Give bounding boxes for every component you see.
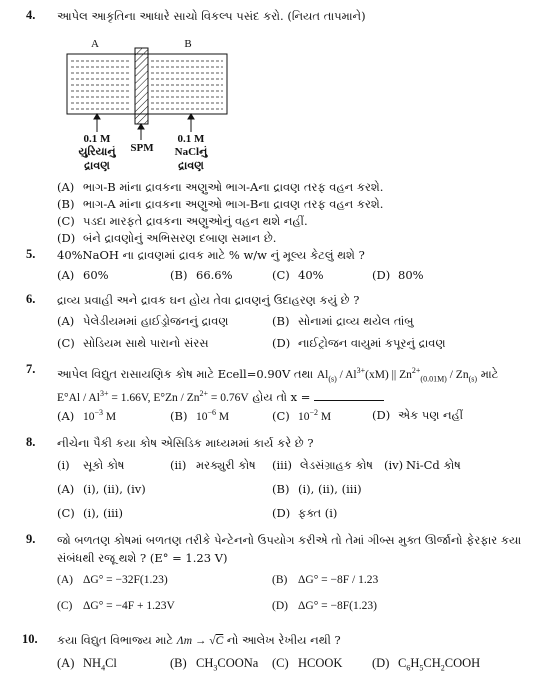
option-c[interactable]: (C) 40% <box>272 268 324 282</box>
option-c[interactable]: (C) સોડિયમ સાથે પારાનો સંરસ <box>57 336 209 350</box>
item-iv: (iv) Ni-Cd કોષ <box>384 458 461 472</box>
option-d[interactable]: (D) નાઈટ્રોજન વાયુમાં કપૂરનું દ્રાવણ <box>272 336 446 350</box>
left-solution: દ્રાવણ <box>84 160 110 172</box>
item-iii: (iii) લેડસંગ્રાહક કોષ <box>272 458 373 472</box>
option-a[interactable]: (A) $10^{-3}$ M <box>57 408 117 423</box>
right-concentration: 0.1 M <box>177 133 205 145</box>
question-text: 40%NaOH ના દ્રાવણમાં દ્રાવક માટે % w/w નું મૂલ્ય કેટલું થશે ? <box>57 248 365 262</box>
option-b[interactable]: (B) સોનામાં દ્રાવ્ય થયેલ તાંબુ <box>272 314 414 328</box>
membrane <box>135 48 148 124</box>
question-number: 8. <box>26 435 36 449</box>
question-text-end: માટે <box>480 366 499 381</box>
formula: Λm → √C <box>176 635 224 647</box>
option-d[interactable]: (D) 80% <box>372 268 424 282</box>
option-c[interactable]: (C) પડદા મારફતે દ્રાવકના અણુઓનું વહન થશે નહીં. <box>57 214 308 228</box>
question-text-end: હોય તો x = <box>252 389 311 404</box>
label-a: A <box>91 38 99 50</box>
option-a[interactable]: (A) 60% <box>57 268 109 282</box>
membrane-label: SPM <box>130 142 154 154</box>
question-text-end: નો આલેખ રેખીય નથી ? <box>226 633 341 647</box>
question-text: નીચેના પૈકી કયા કોષ એસિડિક માધ્યમમાં કાર્ય કરે છે ? <box>57 436 314 450</box>
question-text: કયા વિદ્યુત વિભાજ્ય માટે <box>57 633 174 647</box>
question-text: દ્રાવ્ય પ્રવાહી અને દ્રાવક ઘન હોય તેવા દ્રાવણનું ઉદાહરણ કયું છે ? <box>57 293 360 307</box>
option-b[interactable]: (B) ભાગ-A માંના દ્રાવકના અણુઓ ભાગ-Bના દ્રાવણ તરફ વહન કરશે. <box>57 197 384 211</box>
option-d[interactable]: (D) ફક્ત (i) <box>272 506 338 520</box>
right-solute: NaClનું <box>174 146 208 158</box>
option-a[interactable]: (A) (i), (ii), (iv) <box>57 482 146 496</box>
option-b[interactable]: (B) $CH_3COONa$ <box>170 656 259 673</box>
question-text: જો બળતણ કોષમાં બળતણ તરીકે પેન્ટેનનો ઉપયોગ કરીએ તો તેમાં ગીબ્સ મુક્ત ઊર્જાનો ફેરફાર કયા <box>57 533 522 547</box>
option-b[interactable]: (B) ΔG° = −8F / 1.23 <box>272 574 379 586</box>
question-text-2: સંબંધથી રજૂ થશે ? (E° = 1.23 V) <box>57 551 228 565</box>
option-b[interactable]: (B) (i), (ii), (iii) <box>272 482 362 496</box>
item-ii: (ii) મરક્યુરી કોષ <box>170 458 256 472</box>
option-a[interactable]: (A) ભાગ-B માંના દ્રાવકના અણુઓ ભાગ-Aના દ્રાવણ તરફ વહન કરશે. <box>57 180 384 194</box>
question-text: આપેલ વિદ્યુત રાસાયણિક કોષ માટે Ecell=0.90V તથા <box>57 366 314 381</box>
answer-blank <box>314 390 384 401</box>
option-a[interactable]: (A) પેલેડીયમમાં હાઈડ્રોજનનું દ્રાવણ <box>57 314 229 328</box>
question-number: 5. <box>26 247 36 261</box>
label-b: B <box>184 38 192 50</box>
question-text: આપેલ આકૃતિના આધારે સાચો વિકલ્પ પસંદ કરો. (નિયત તાપમાને) <box>57 9 366 23</box>
left-concentration: 0.1 M <box>83 133 111 145</box>
option-d[interactable]: (D) $C_6H_5CH_2COOH$ <box>372 656 481 673</box>
question-number: 4. <box>26 8 36 22</box>
question-number: 7. <box>26 362 36 376</box>
option-d[interactable]: (D) બંને દ્રાવણોનું અભિસરણ દબાણ સમાન છે. <box>57 231 277 245</box>
option-c[interactable]: (C) HCOOK <box>272 656 343 670</box>
option-a[interactable]: (A) $NH_4Cl$ <box>57 656 117 673</box>
option-d[interactable]: (D) ΔG° = −8F(1.23) <box>272 600 377 612</box>
option-d[interactable]: (D) એક પણ નહીં <box>372 408 464 422</box>
question-number: 9. <box>26 532 36 546</box>
osmosis-figure <box>55 36 255 176</box>
option-a[interactable]: (A) ΔG° = −32F(1.23) <box>57 574 168 586</box>
question-number: 6. <box>26 292 36 306</box>
right-solution: દ્રાવણ <box>178 160 204 172</box>
left-solute: યુરિયાનું <box>78 146 116 158</box>
electrode-potentials: $E^\circ Al / Al^{3+} = 1.66V$, $E^\circ Zn / Zn^{2+} = 0.76V$ <box>57 389 249 404</box>
cell-notation: $Al_{(s)} / Al^{3+}(xM)$ || $Zn^{2+}_{(0.01M)} / Zn_{(s)}$ <box>316 366 478 384</box>
option-c[interactable]: (C) ΔG° = −4F + 1.23V <box>57 600 175 612</box>
option-c[interactable]: (C) (i), (iii) <box>57 506 123 520</box>
option-c[interactable]: (C) $10^{-2}$ M <box>272 408 332 423</box>
question-number: 10. <box>22 632 38 646</box>
option-b[interactable]: (B) 66.6% <box>170 268 233 282</box>
option-b[interactable]: (B) $10^{-6}$ M <box>170 408 230 423</box>
item-i: (i) સૂકો કોષ <box>57 458 125 472</box>
